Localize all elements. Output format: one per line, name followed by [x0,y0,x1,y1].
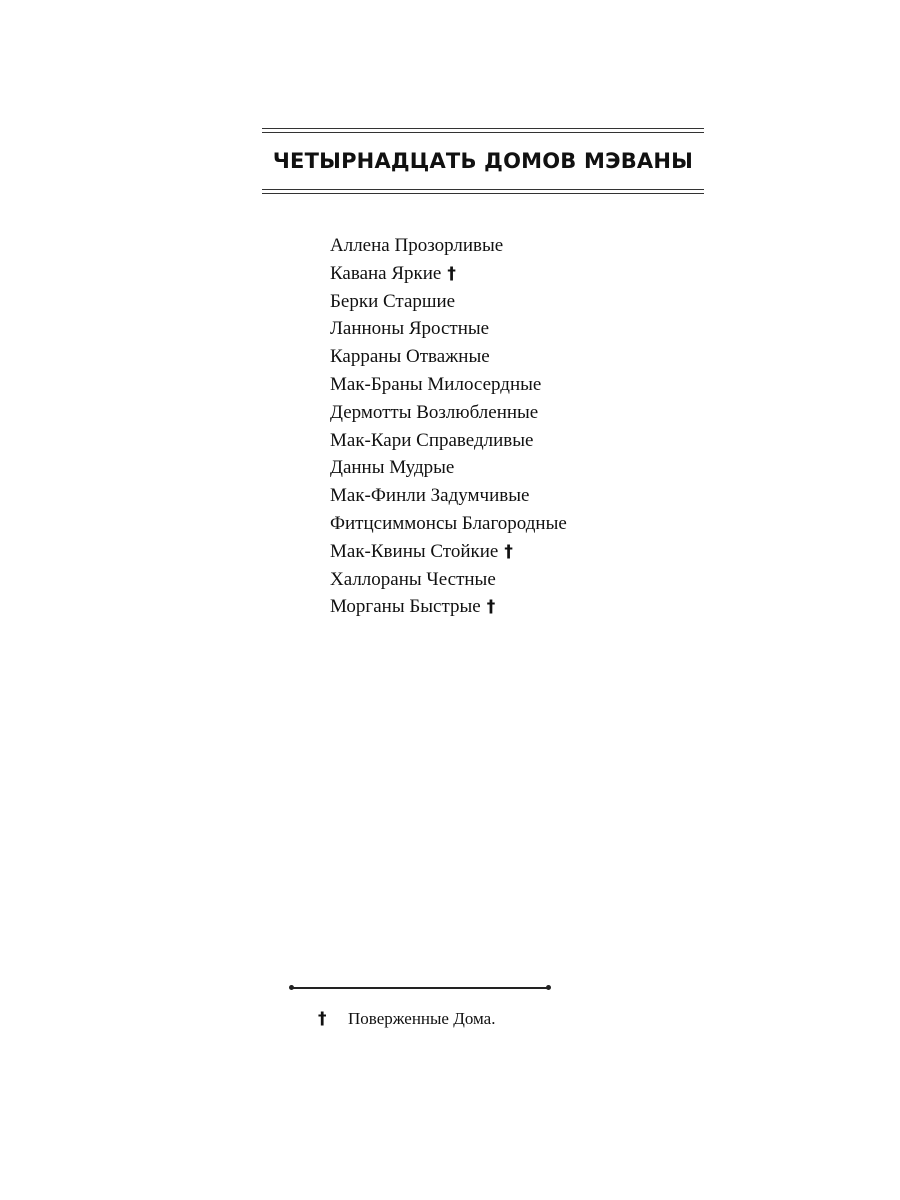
house-item [330,593,567,621]
house-name: Данны Мудрые [330,457,455,479]
house-item [330,427,567,455]
house-item [330,232,567,260]
footnote-text: Поверженные Дома. [348,1009,496,1028]
dagger-icon: † [447,263,456,284]
title-block [262,128,704,195]
house-name: Халлораны Честные [330,568,496,590]
houses-list [330,232,567,621]
divider-dot-left [289,985,294,990]
house-name: Морганы Быстрые [330,596,481,618]
house-item [330,538,567,566]
house-name: Мак-Кари Справедливые [330,429,534,451]
dagger-icon: † [486,597,496,618]
house-name: Берки Старшие [330,290,456,312]
house-item [330,371,567,399]
dagger-icon: † [504,541,513,562]
house-item [330,510,567,538]
house-item [330,315,567,343]
page-title: ЧЕТЫРНАДЦАТЬ ДОМОВ МЭВАНЫ [272,149,694,173]
house-name: Кавана Яркие [330,262,442,284]
house-name: Аллена Прозорливые [330,235,504,256]
house-name: Фитцсиммонсы Благородные [330,512,567,534]
house-item [330,260,567,288]
house-name: Дермотты Возлюбленные [330,401,539,423]
house-name: Мак-Финли Задумчивые [330,485,530,507]
house-item [330,482,567,510]
house-name: Ланноны Яростные [330,318,490,340]
house-name: Мак-Браны Милосердные [330,373,542,395]
divider-dot-right [546,985,551,990]
footnote [318,1006,495,1032]
title-top-rule [262,128,704,134]
title-bottom-rule [262,189,704,195]
house-item [330,454,567,482]
house-item [330,566,567,594]
house-name: Мак-Квины Стойкие [330,540,499,562]
house-item [330,399,567,427]
house-name: Карраны Отважные [330,346,490,368]
house-item [330,288,567,316]
footnote-divider [291,987,549,989]
house-item [330,343,567,371]
dagger-icon: † [318,1009,327,1029]
